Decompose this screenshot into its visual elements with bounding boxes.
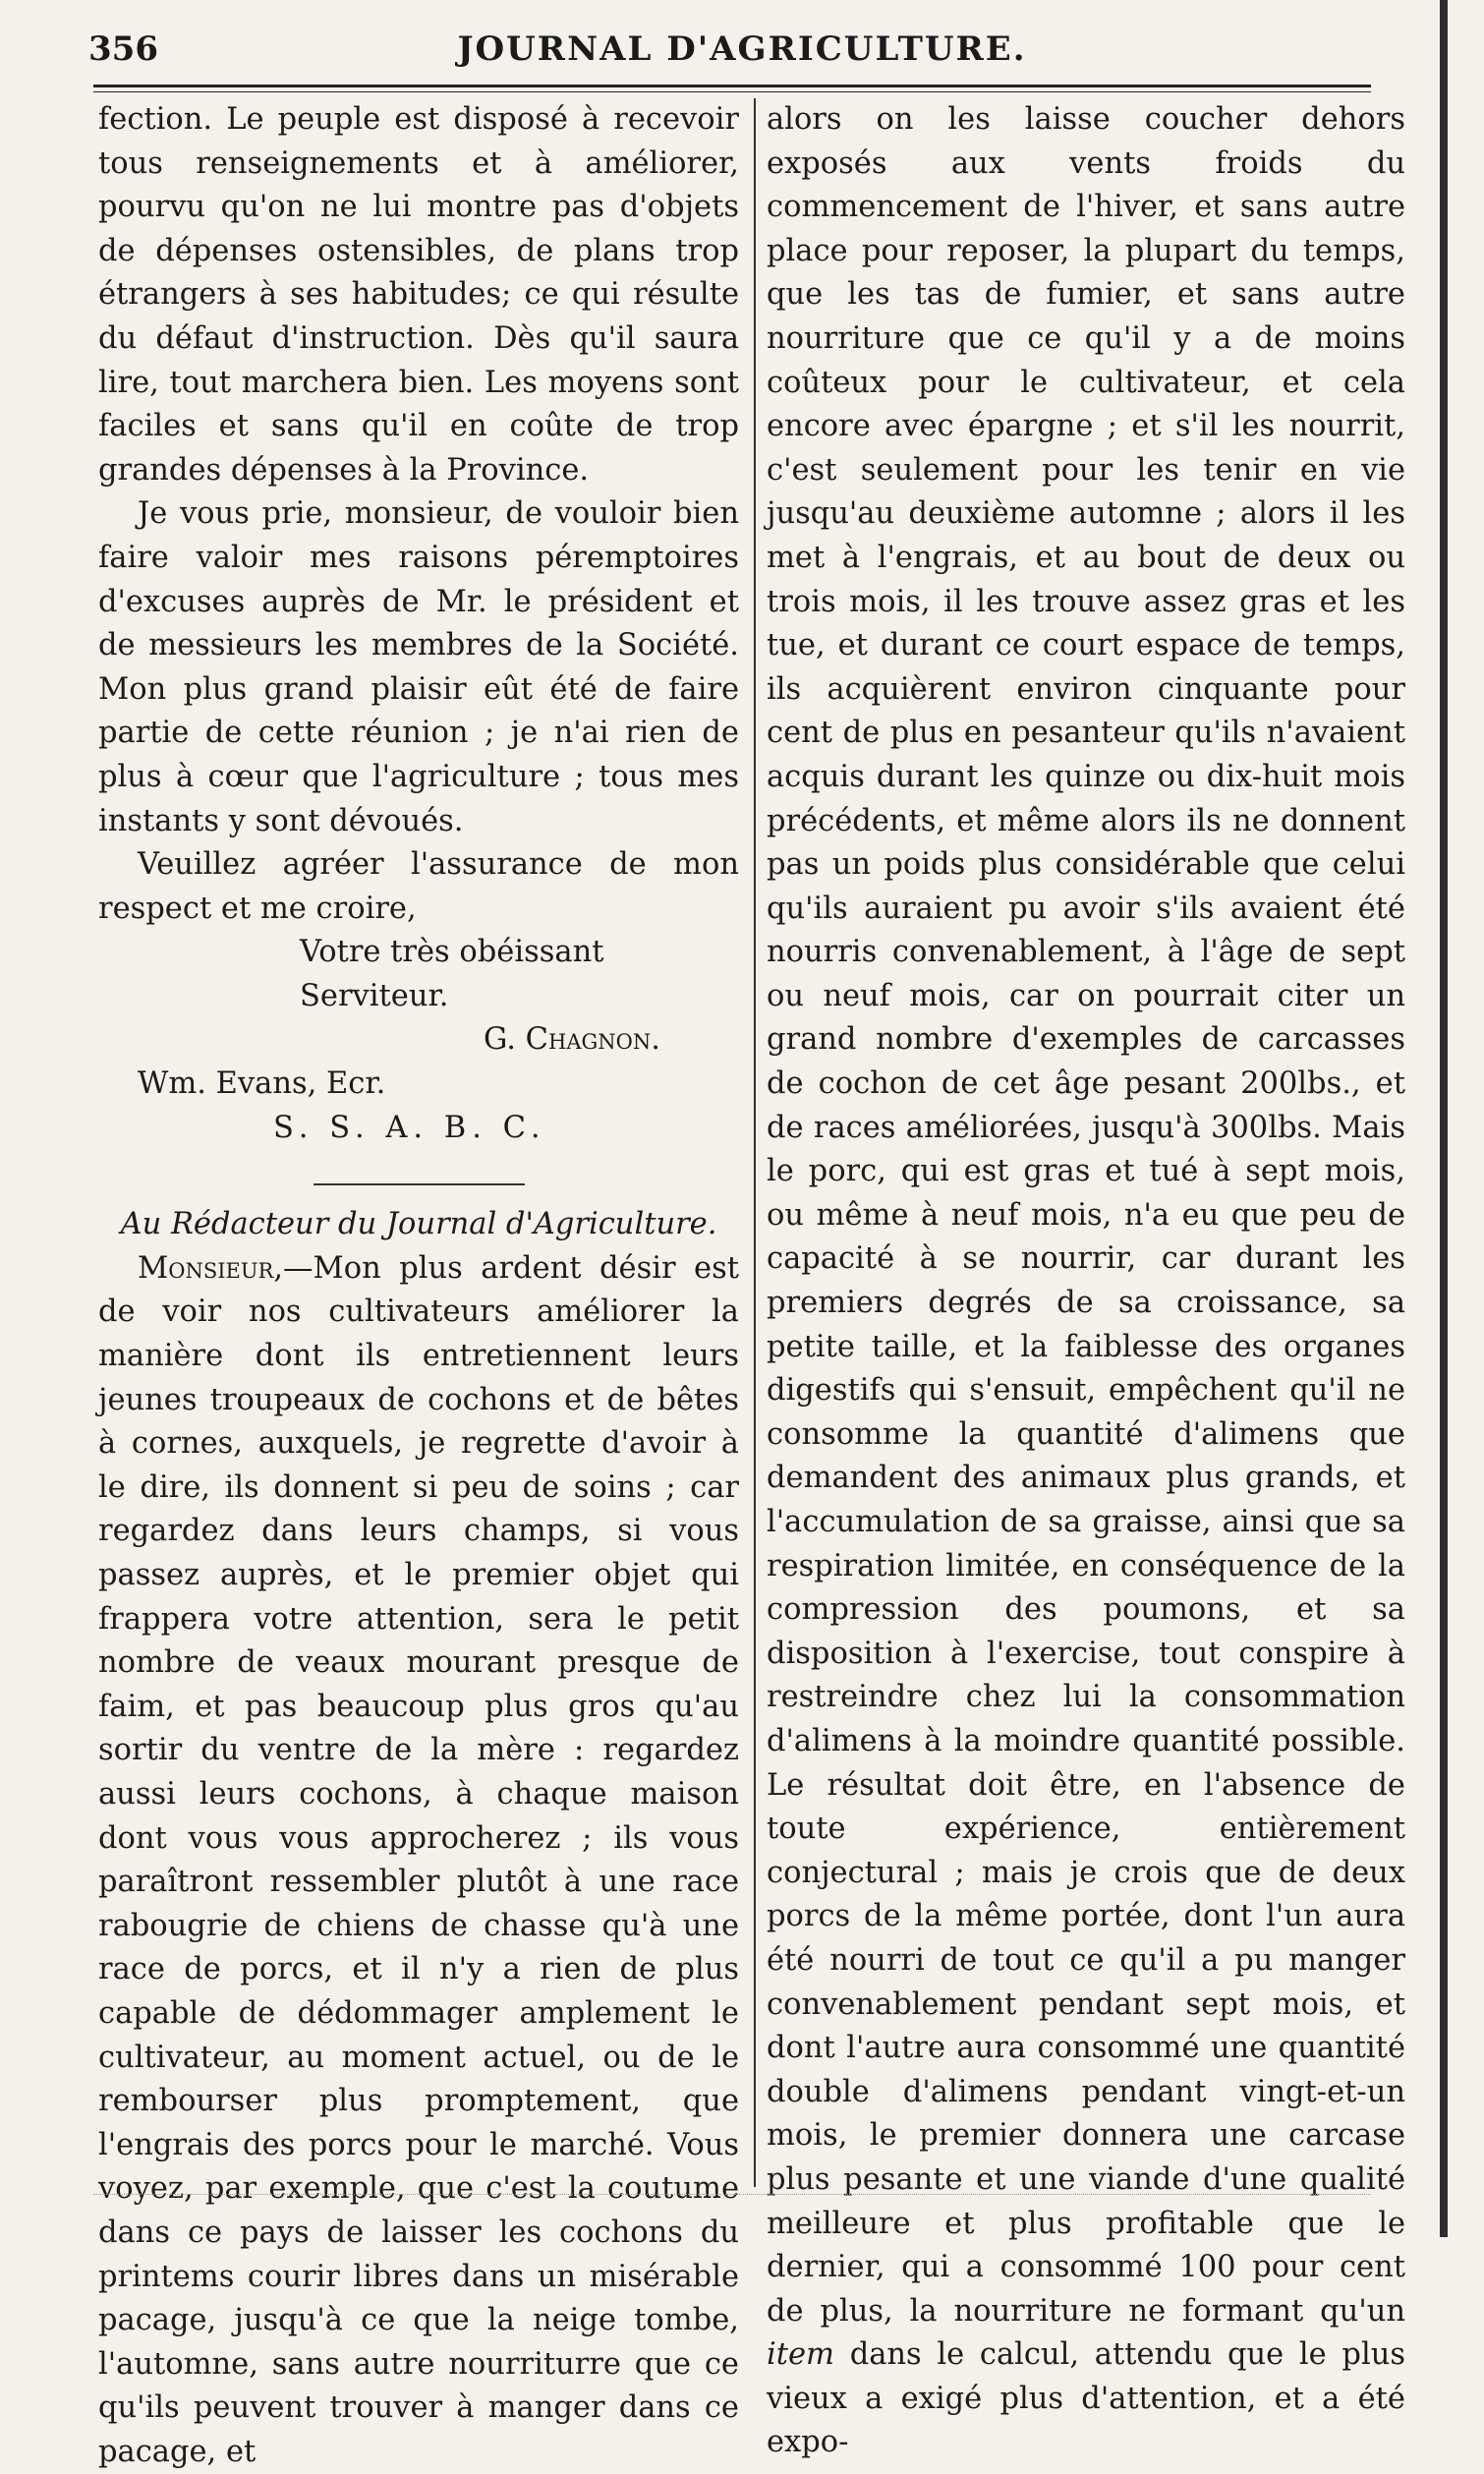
running-title: JOURNAL D'AGRICULTURE. <box>457 29 1027 69</box>
paragraph: fection. Le peuple est disposé à recevoir tous renseignements et à améliorer, pourvu qu'on ne lui montre pas d'objets de dépenses ostensibles, de plans trop étrangers à ses habitudes; ce qui résulte du défaut d'instruction. Dès qu'il saura lire, tout marchera bien. Les moyens sont faciles et sans qu'il en coûte de trop grandes dépenses à la Province. <box>98 102 739 488</box>
page-edge-shadow <box>1440 0 1448 2237</box>
paragraph: Je vous prie, monsieur, de vouloir bien faire valoir mes raisons péremptoires d'excuses auprès de Mr. le président et de messieurs les membres de la Société. Mon plus grand plaisir eût été de faire partie de cette réunion ; je n'ai rien de plus à cœur que l'agriculture ; tous mes instants y sont dévoués. <box>98 496 739 838</box>
right-column <box>767 98 1405 2465</box>
paragraph-text: alors on les laisse coucher dehors exposés aux vents froids du commencement de l'hiver, et sans autre place pour reposer, la plupart du temps, que les tas de fumier, et sans autre nourriture que ce qu'il y a de moins coûteux pour le cultivateur, et cela encore avec épargne ; et s'il les nourrit, c'est seulement pour les tenir en vie jusqu'au deuxième automne ; alors il les met à l'engrais, et au bout de deux ou trois mois, il les trouve assez gras et les tue, et durant ce court espace de temps, ils acquièrent environ cinquante pour cent de plus en pesanteur qu'ils n'avaient acquis durant les quinze ou dix-huit mois précédents, et même alors ils ne donnent pas un poids plus considérable que celui qu'ils auraient pu avoir s'ils avaient été nourris convenablement, à l'âge de sept ou neuf mois, car on pourrait citer un grand nombre d'exemples de carcasses de cochon de cet âge pesant 200lbs., et de races améliorées, jusqu'à 300lbs. Mais le porc, qui est gras et tué à sept mois, ou même à neuf mois, n'a eu que peu de capacité à se nourrir, car durant les premiers degrés de sa croissance, sa petite taille, et la faiblesse des organes digestifs qui s'ensuit, empêchent qu'il ne consomme la quantité d'alimens que demandent des animaux plus grands, et l'accumulation de sa graisse, ainsi que sa respiration limitée, en conséquence de la compression des poumons, et sa disposition à l'exercise, tout conspire à restreindre chez lui la consommation d'alimens à la moindre quantité possible. Le résultat doit être, en l'absence de toute expérience, entièrement conjectural ; mais je crois que de deux porcs de la même portée, dont l'un aura été nourri de tout ce qu'il a pu manger convenablement pendant sept mois, et dont l'autre aura consommé une quantité double d'alimens pendant vingt-et-un mois, le premier donnera une carcase plus pesante et une viande d'une qualité meilleure et plus profitable que le dernier, qui a consommé 100 pour cent de plus, la nourriture ne formant qu'un <box>767 102 1405 2329</box>
page-header <box>88 29 1396 79</box>
closing-formula: Votre très obéissant Serviteur. <box>300 935 604 1013</box>
letter-heading: Au Rédacteur du Journal d'Agriculture. <box>120 1207 717 1242</box>
column-divider <box>754 98 756 2187</box>
recipient-name: Wm. Evans, Ecr. <box>138 1066 386 1102</box>
paragraph <box>767 98 1405 2465</box>
paragraph: Veuillez agréer l'assurance de mon respect et me croire, <box>98 847 739 926</box>
left-column <box>98 98 739 2474</box>
bottom-margin <box>93 2194 1371 2209</box>
signature: G. Chagnon. <box>484 1022 660 1058</box>
header-rule <box>93 85 1371 92</box>
paragraph <box>98 1247 739 2474</box>
section-separator <box>314 1183 525 1185</box>
page-number: 356 <box>88 29 158 69</box>
society-initials: S. S. A. B. C. <box>273 1110 546 1145</box>
italic-word: item <box>767 2337 834 2373</box>
salutation: Monsieur, <box>138 1250 284 1286</box>
paragraph-text: —Mon plus ardent désir est de voir nos cultivateurs améliorer la manière dont ils entretiennent leurs jeunes troupeaux de cochons et de bêtes à cornes, auxquels, je regrette d'avoir à le dire, ils donnent si peu de soins ; car regardez dans leurs champs, si vous passez auprès, et le premier objet qui frappera votre attention, sera le petit nombre de veaux mourant presque de faim, et pas beaucoup plus gros qu'au sortir du ventre de la mère : regardez aussi leurs cochons, à chaque maison dont vous vous approcherez ; ils vous paraîtront ressembler plutôt à une race rabougrie de chiens de chasse qu'à une race de porcs, et il n'y a rien de plus capable de dédommager amplement le cultivateur, au moment actuel, ou de le rembourser plus promptement, que l'engrais des porcs pour le marché. Vous voyez, par exemple, que c'est la coutume dans ce pays de laisser les cochons du printems courir libres dans un misérable pacage, jusqu'à ce que la neige tombe, l'automne, sans autre nourriturre que ce qu'ils peuvent trouver à manger dans ce pacage, et <box>98 1250 739 2469</box>
paragraph-text: dans le calcul, attendu que le plus vieux a exigé plus d'attention, et a été expo- <box>767 2337 1406 2460</box>
